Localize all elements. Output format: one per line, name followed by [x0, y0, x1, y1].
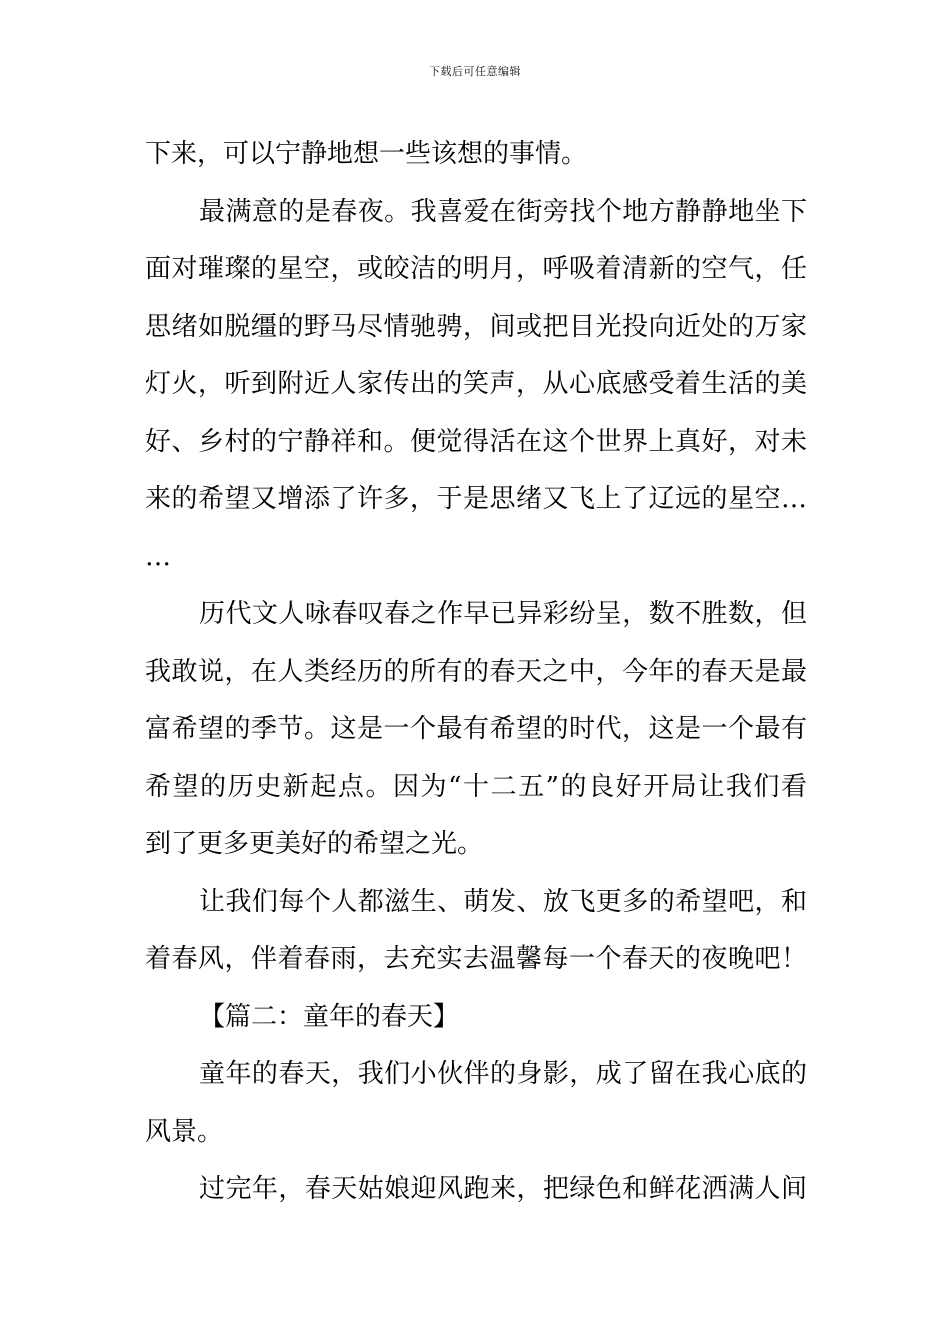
text-line: 来的希望又增添了许多，于是思绪又飞上了辽远的星空…	[145, 484, 807, 514]
text-line: 好、乡村的宁静祥和。便觉得活在这个世界上真好，对未	[145, 426, 807, 457]
text-line: 着春风，伴着春雨，去充实去温馨每一个春天的夜晚吧！	[145, 944, 807, 974]
text-line: 风景。	[145, 1116, 224, 1147]
text-line: 到了更多更美好的希望之光。	[145, 829, 484, 859]
page-header: 下载后可任意编辑	[429, 65, 521, 78]
text-line: 童年的春天，我们小伙伴的身影，成了留在我心底的	[199, 1059, 807, 1089]
text-line: 我敢说，在人类经历的所有的春天之中，今年的春天是最	[145, 656, 807, 687]
document-body	[145, 126, 807, 1219]
text-line: 希望的历史新起点。因为“十二五”的良好开局让我们看	[145, 771, 807, 802]
section-heading: 【篇二：童年的春天】	[199, 1001, 460, 1032]
text-line: 灯火，听到附近人家传出的笑声，从心底感受着生活的美	[145, 369, 807, 399]
text-line: 历代文人咏春叹春之作早已异彩纷呈，数不胜数，但	[199, 599, 807, 629]
text-line: 让我们每个人都滋生、萌发、放飞更多的希望吧，和	[199, 886, 807, 917]
text-line: 富希望的季节。这是一个最有希望的时代，这是一个最有	[145, 714, 807, 744]
text-line: …	[145, 541, 171, 572]
text-line: 最满意的是春夜。我喜爱在街旁找个地方静静地坐下	[199, 196, 807, 227]
text-line: 思绪如脱缰的野马尽情驰骋，间或把目光投向近处的万家	[145, 311, 807, 342]
text-line: 过完年，春天姑娘迎风跑来，把绿色和鲜花洒满人间	[199, 1174, 807, 1204]
text-line: 下来，可以宁静地想一些该想的事情。	[145, 139, 588, 169]
text-line: 面对璀璨的星空，或皎洁的明月，呼吸着清新的空气，任	[145, 254, 807, 284]
